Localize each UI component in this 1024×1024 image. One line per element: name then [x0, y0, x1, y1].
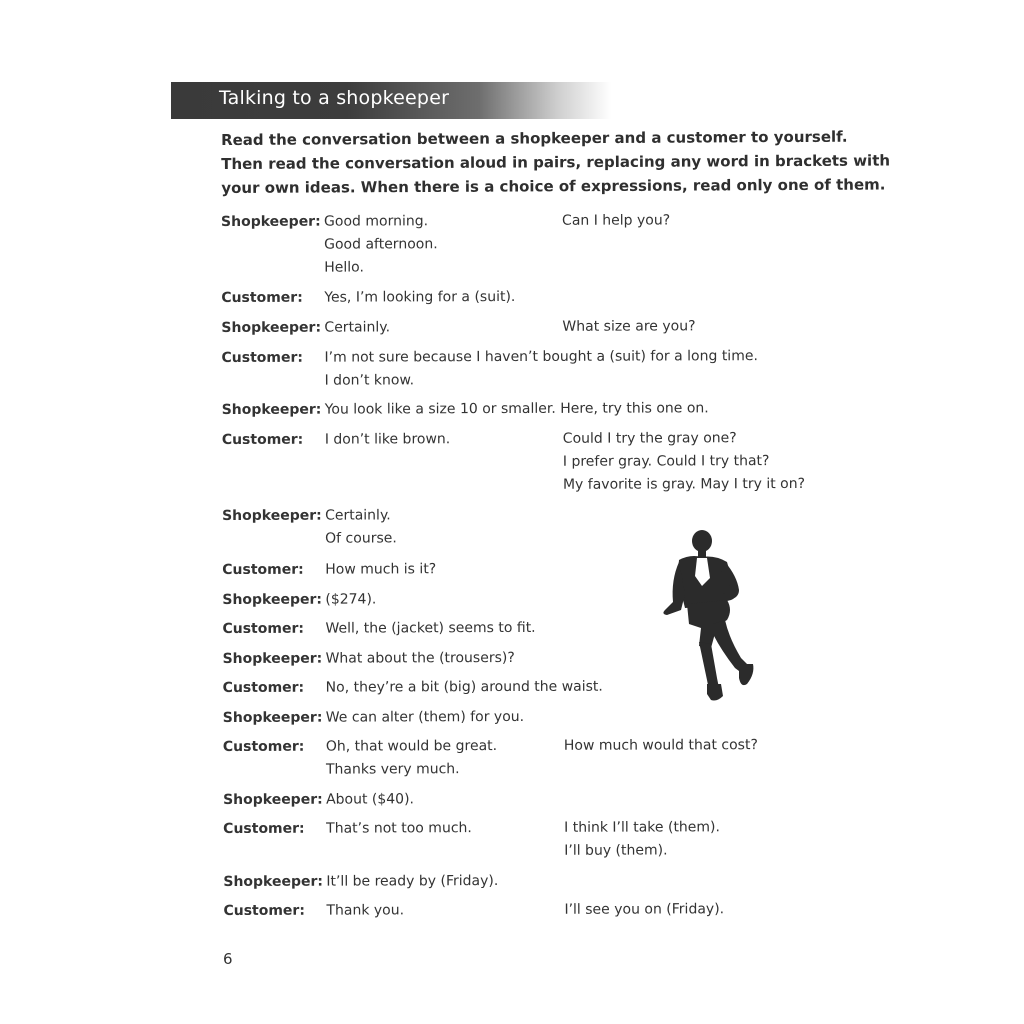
dialog-phrase: How much would that cost? [563, 737, 758, 754]
dialog-phrase: I’ll see you on (Friday). [564, 901, 725, 918]
dialog-phrase: I think I’ll take (them). [564, 819, 720, 836]
dialog-phrase: I prefer gray. Could I try that? [562, 453, 770, 470]
dialog-row [222, 503, 842, 547]
dialog-phrase: ($274). [325, 591, 377, 608]
dialog-phrase: Thank you. [326, 902, 405, 919]
dialog-line-main [324, 210, 438, 279]
dialog-line-main [326, 676, 603, 700]
speaker-label: Shopkeeper: [221, 319, 322, 336]
dialog-line-alternative [564, 898, 724, 922]
dialog-phrase: Can I help you? [562, 212, 671, 229]
speaker-label: Shopkeeper: [223, 791, 323, 808]
instructions [221, 125, 891, 200]
dialog-line-main [324, 316, 390, 339]
page-number: 6 [223, 950, 233, 968]
speaker-label: Shopkeeper: [222, 650, 323, 667]
dialog-phrase: No, they’re a bit (big) around the waist. [325, 678, 603, 696]
dialog-row [223, 898, 843, 919]
speaker-label: Shopkeeper: [222, 709, 323, 726]
dialog-line-main [325, 558, 436, 581]
dialog-line-main [325, 397, 709, 421]
dialog-line-alternative [564, 816, 720, 863]
speaker-label: Shopkeeper: [223, 873, 324, 890]
dialog-row [221, 315, 841, 336]
dialog-line-main [326, 735, 497, 782]
dialog-line-main [325, 617, 535, 641]
speaker-label: Customer: [222, 738, 305, 755]
dialog-phrase: It’ll be ready by (Friday). [326, 873, 499, 890]
dialog-row [221, 397, 842, 418]
speaker-label: Customer: [223, 902, 305, 919]
instruction-line: Then read the conversation aloud in pairs, replacing any word in brackets with [221, 151, 891, 173]
speaker-label: Shopkeeper: [222, 507, 322, 524]
dialog-row [223, 869, 843, 890]
dialog-row [222, 734, 843, 778]
dialog-row [221, 345, 841, 389]
dialog-line-main [326, 870, 498, 894]
dialog-line-main [325, 588, 376, 611]
dialog-phrase: Good afternoon. [324, 236, 438, 253]
dialog-phrase: I’m not sure because I haven’t bought a (suit) for a long time. [324, 348, 758, 366]
dialog-line-main [325, 428, 451, 451]
dialog-phrase: Certainly. [324, 319, 391, 336]
speaker-label: Shopkeeper: [222, 591, 323, 608]
dialog-row [223, 816, 843, 859]
dialog-phrase: How much is it? [325, 561, 437, 578]
dialog-phrase: Certainly. [325, 507, 391, 524]
dialog-phrase: What size are you? [562, 318, 696, 335]
dialog-list [221, 209, 841, 919]
dialog-row [221, 285, 841, 306]
dialog-phrase: You look like a size 10 or smaller. Here, try this one on. [324, 400, 709, 418]
dialog-line-main [324, 345, 758, 393]
dialog-line-alternative [562, 209, 670, 232]
dialog-line-main [325, 504, 397, 550]
instruction-line: Read the conversation between a shopkeeper and a customer to yourself. [221, 127, 848, 149]
dialog-phrase: I don’t know. [324, 372, 415, 389]
speaker-label: Customer: [221, 349, 304, 366]
dialog-phrase: About ($40). [326, 791, 415, 808]
dialog-phrase: Well, the (jacket) seems to fit. [325, 619, 536, 637]
dialog-line-main [326, 817, 472, 841]
dialog-phrase: Good morning. [324, 213, 429, 230]
dialog-phrase: Hello. [324, 259, 364, 276]
dialog-phrase: Oh, that would be great. [325, 738, 498, 755]
dialog-phrase: Yes, I’m looking for a (suit). [324, 288, 516, 306]
speaker-label: Customer: [222, 561, 304, 578]
dialog-line-main [326, 788, 414, 811]
dialog-phrase: I’ll buy (them). [564, 842, 668, 859]
speaker-label: Shopkeeper: [221, 213, 321, 230]
dialog-phrase: I don’t like brown. [324, 431, 451, 448]
dialog-row [223, 787, 843, 808]
dialog-phrase: That’s not too much. [326, 820, 472, 837]
dialog-row [221, 209, 841, 276]
dialog-line-main [324, 286, 515, 310]
dialog-line-alternative [564, 734, 758, 758]
speaker-label: Customer: [222, 679, 305, 696]
dialog-phrase: Could I try the gray one? [562, 430, 737, 447]
dialog-phrase: Thanks very much. [325, 761, 460, 778]
speaker-label: Customer: [223, 820, 305, 837]
dialog-phrase: Of course. [325, 530, 397, 547]
dialog-phrase: My favorite is gray. May I try it on? [562, 475, 806, 493]
dialog-line-main [326, 899, 404, 922]
speaker-label: Customer: [221, 289, 303, 306]
dialog-line-main [326, 706, 524, 730]
dialog-line-alternative [563, 427, 805, 497]
dialog-phrase: What about the (trousers)? [325, 649, 515, 667]
dialog-line-main [326, 647, 515, 671]
section-title: Talking to a shopkeeper [219, 87, 450, 109]
speaker-label: Customer: [221, 431, 304, 448]
man-in-suit-silhouette-icon [655, 528, 765, 708]
speaker-label: Customer: [222, 620, 304, 637]
dialog-row [221, 427, 842, 493]
section-header [171, 82, 611, 119]
instruction-line: your own ideas. When there is a choice of expressions, read only one of them. [221, 175, 886, 197]
dialog-line-alternative [562, 315, 695, 338]
speaker-label: Shopkeeper: [221, 401, 322, 418]
dialog-phrase: We can alter (them) for you. [325, 708, 525, 726]
